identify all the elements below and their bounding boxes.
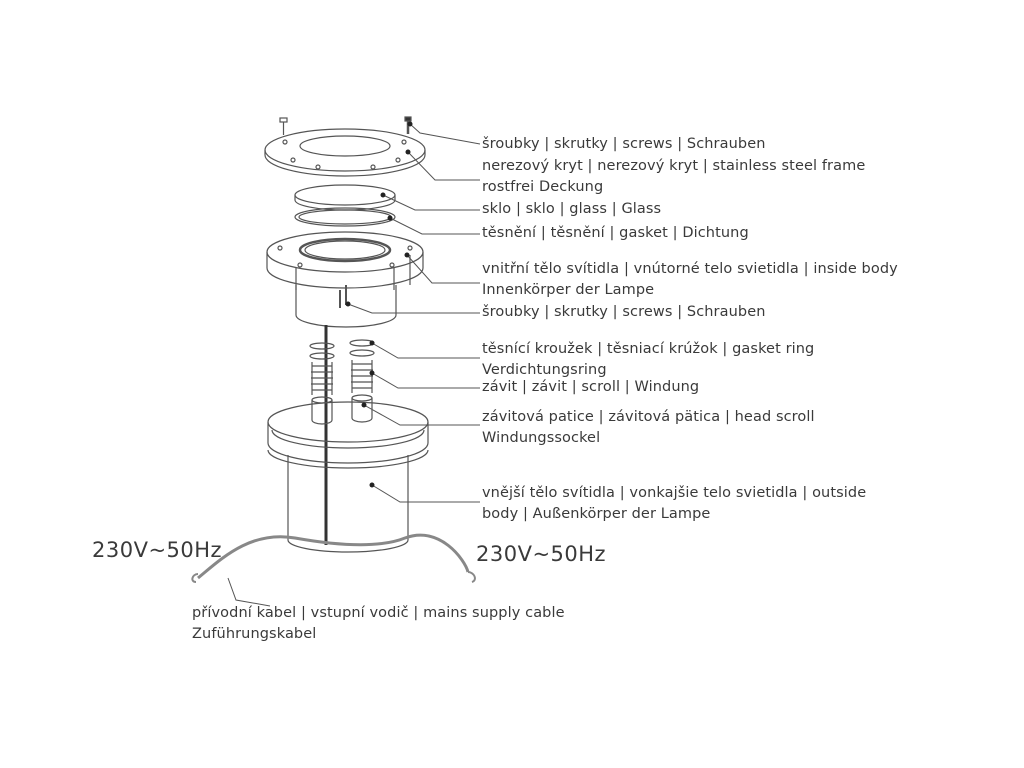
glass bbox=[295, 185, 395, 210]
label-screws-inner: šroubky | skrutky | screws | Schrauben bbox=[482, 304, 766, 320]
label-outside-body-line2: body | Außenkörper der Lampe bbox=[482, 506, 711, 522]
head-scroll-sockets bbox=[312, 395, 372, 424]
stainless-frame bbox=[265, 129, 425, 176]
cable-end-left bbox=[192, 574, 198, 582]
label-gasket: těsnění | těsnění | gasket | Dichtung bbox=[482, 225, 749, 241]
label-gasket-ring-line2: Verdichtungsring bbox=[482, 362, 607, 378]
leader-lines bbox=[228, 124, 480, 606]
label-inside-body-line2: Innenkörper der Lampe bbox=[482, 282, 655, 298]
cable-end-right bbox=[468, 572, 475, 582]
label-glass: sklo | sklo | glass | Glass bbox=[482, 201, 662, 217]
label-gasket-ring-line1: těsnící kroužek | těsniací krúžok | gasket ring bbox=[482, 341, 815, 357]
label-head-scroll-line2: Windungssockel bbox=[482, 430, 601, 446]
label-frame-line2: rostfrei Deckung bbox=[482, 179, 604, 195]
gasket-rings bbox=[310, 340, 374, 359]
label-outside-body-line1: vnější tělo svítidla | vonkajšie telo svietidla | outside bbox=[482, 485, 867, 501]
label-frame-line1: nerezový kryt | nerezový kryt | stainless steel frame bbox=[482, 158, 866, 174]
label-screws-top: šroubky | skrutky | screws | Schrauben bbox=[482, 136, 766, 152]
label-head-scroll-line1: závitová patice | závitová pätica | head scroll bbox=[482, 409, 815, 425]
label-cable-line1: přívodní kabel | vstupní vodič | mains supply cable bbox=[192, 605, 565, 621]
voltage-label-right: 230V~50Hz bbox=[476, 542, 607, 566]
mains-cable bbox=[198, 535, 468, 578]
voltage-label-left: 230V~50Hz bbox=[92, 538, 223, 562]
label-inside-body-line1: vnitřní tělo svítidla | vnútorné telo svietidla | inside body bbox=[482, 261, 898, 277]
label-cable-line2: Zuführungskabel bbox=[192, 626, 317, 642]
label-scroll: závit | závit | scroll | Windung bbox=[482, 379, 700, 395]
scroll-threads bbox=[311, 360, 373, 395]
gasket bbox=[295, 208, 395, 226]
